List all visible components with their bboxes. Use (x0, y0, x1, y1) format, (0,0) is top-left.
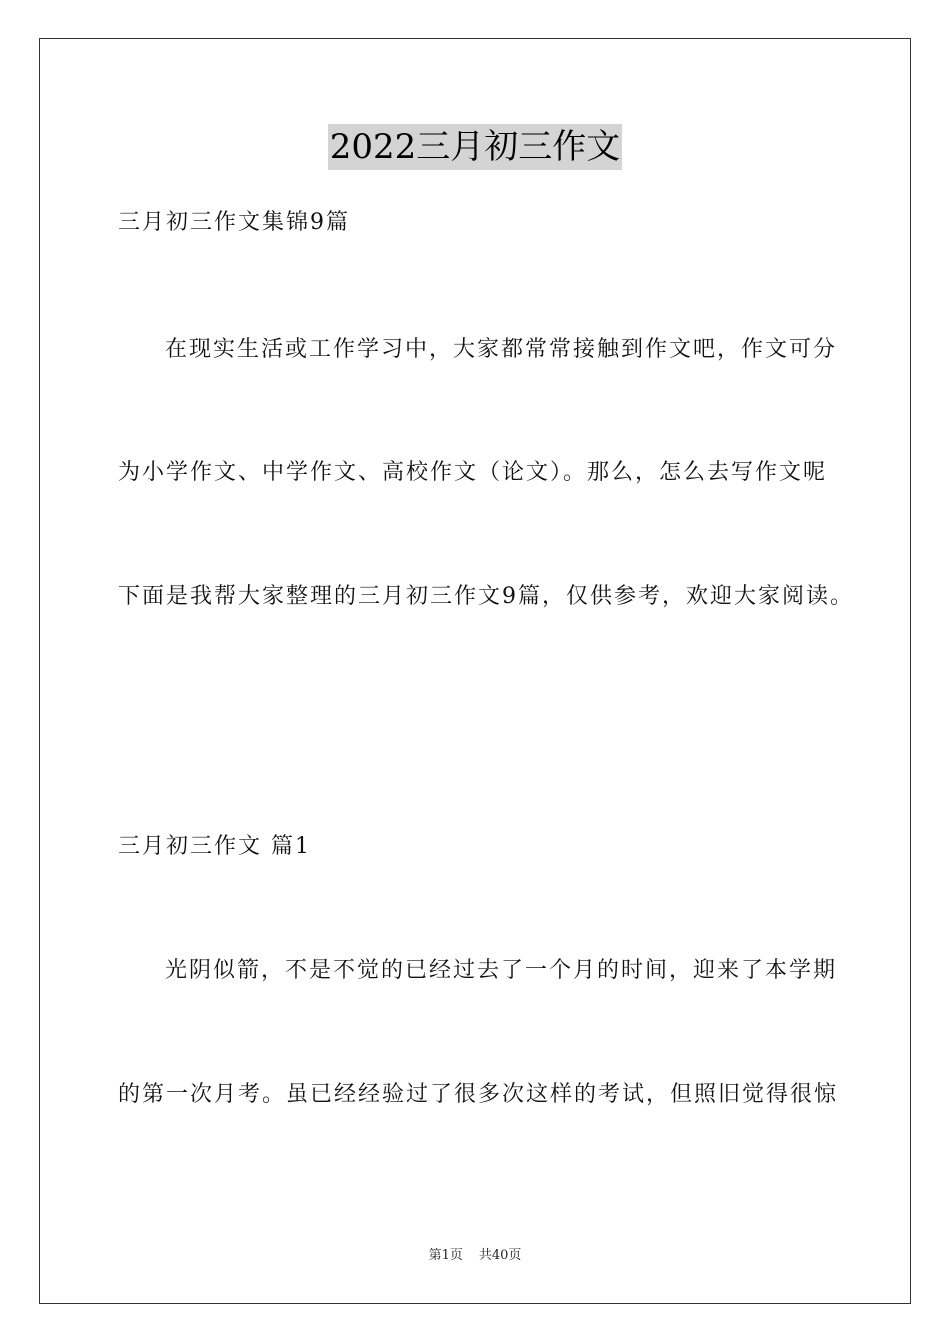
intro-line-1: 在现实生活或工作学习中，大家都常常接触到作文吧，作文可分 (165, 337, 838, 362)
section-1-line-1: 光阴似箭，不是不觉的已经过去了一个月的时间，迎来了本学期 (165, 958, 838, 983)
title-container (0, 124, 950, 170)
document-title: 2022三月初三作文 (328, 124, 623, 170)
section-1-heading: 三月初三作文 篇1 (118, 834, 311, 859)
page-number: 第1页 (428, 1248, 463, 1263)
section-1-line-2: 的第一次月考。虽已经经验过了很多次这样的考试，但照旧觉得很惊 (118, 1082, 839, 1107)
intro-line-3: 下面是我帮大家整理的三月初三作文9篇，仅供参考，欢迎大家阅读。 (118, 584, 854, 609)
page-footer (0, 1247, 950, 1265)
document-subtitle: 三月初三作文集锦9篇 (118, 210, 350, 235)
page-total: 共40页 (478, 1248, 522, 1263)
intro-line-2: 为小学作文、中学作文、高校作文（论文）。那么，怎么去写作文呢 (118, 460, 828, 485)
